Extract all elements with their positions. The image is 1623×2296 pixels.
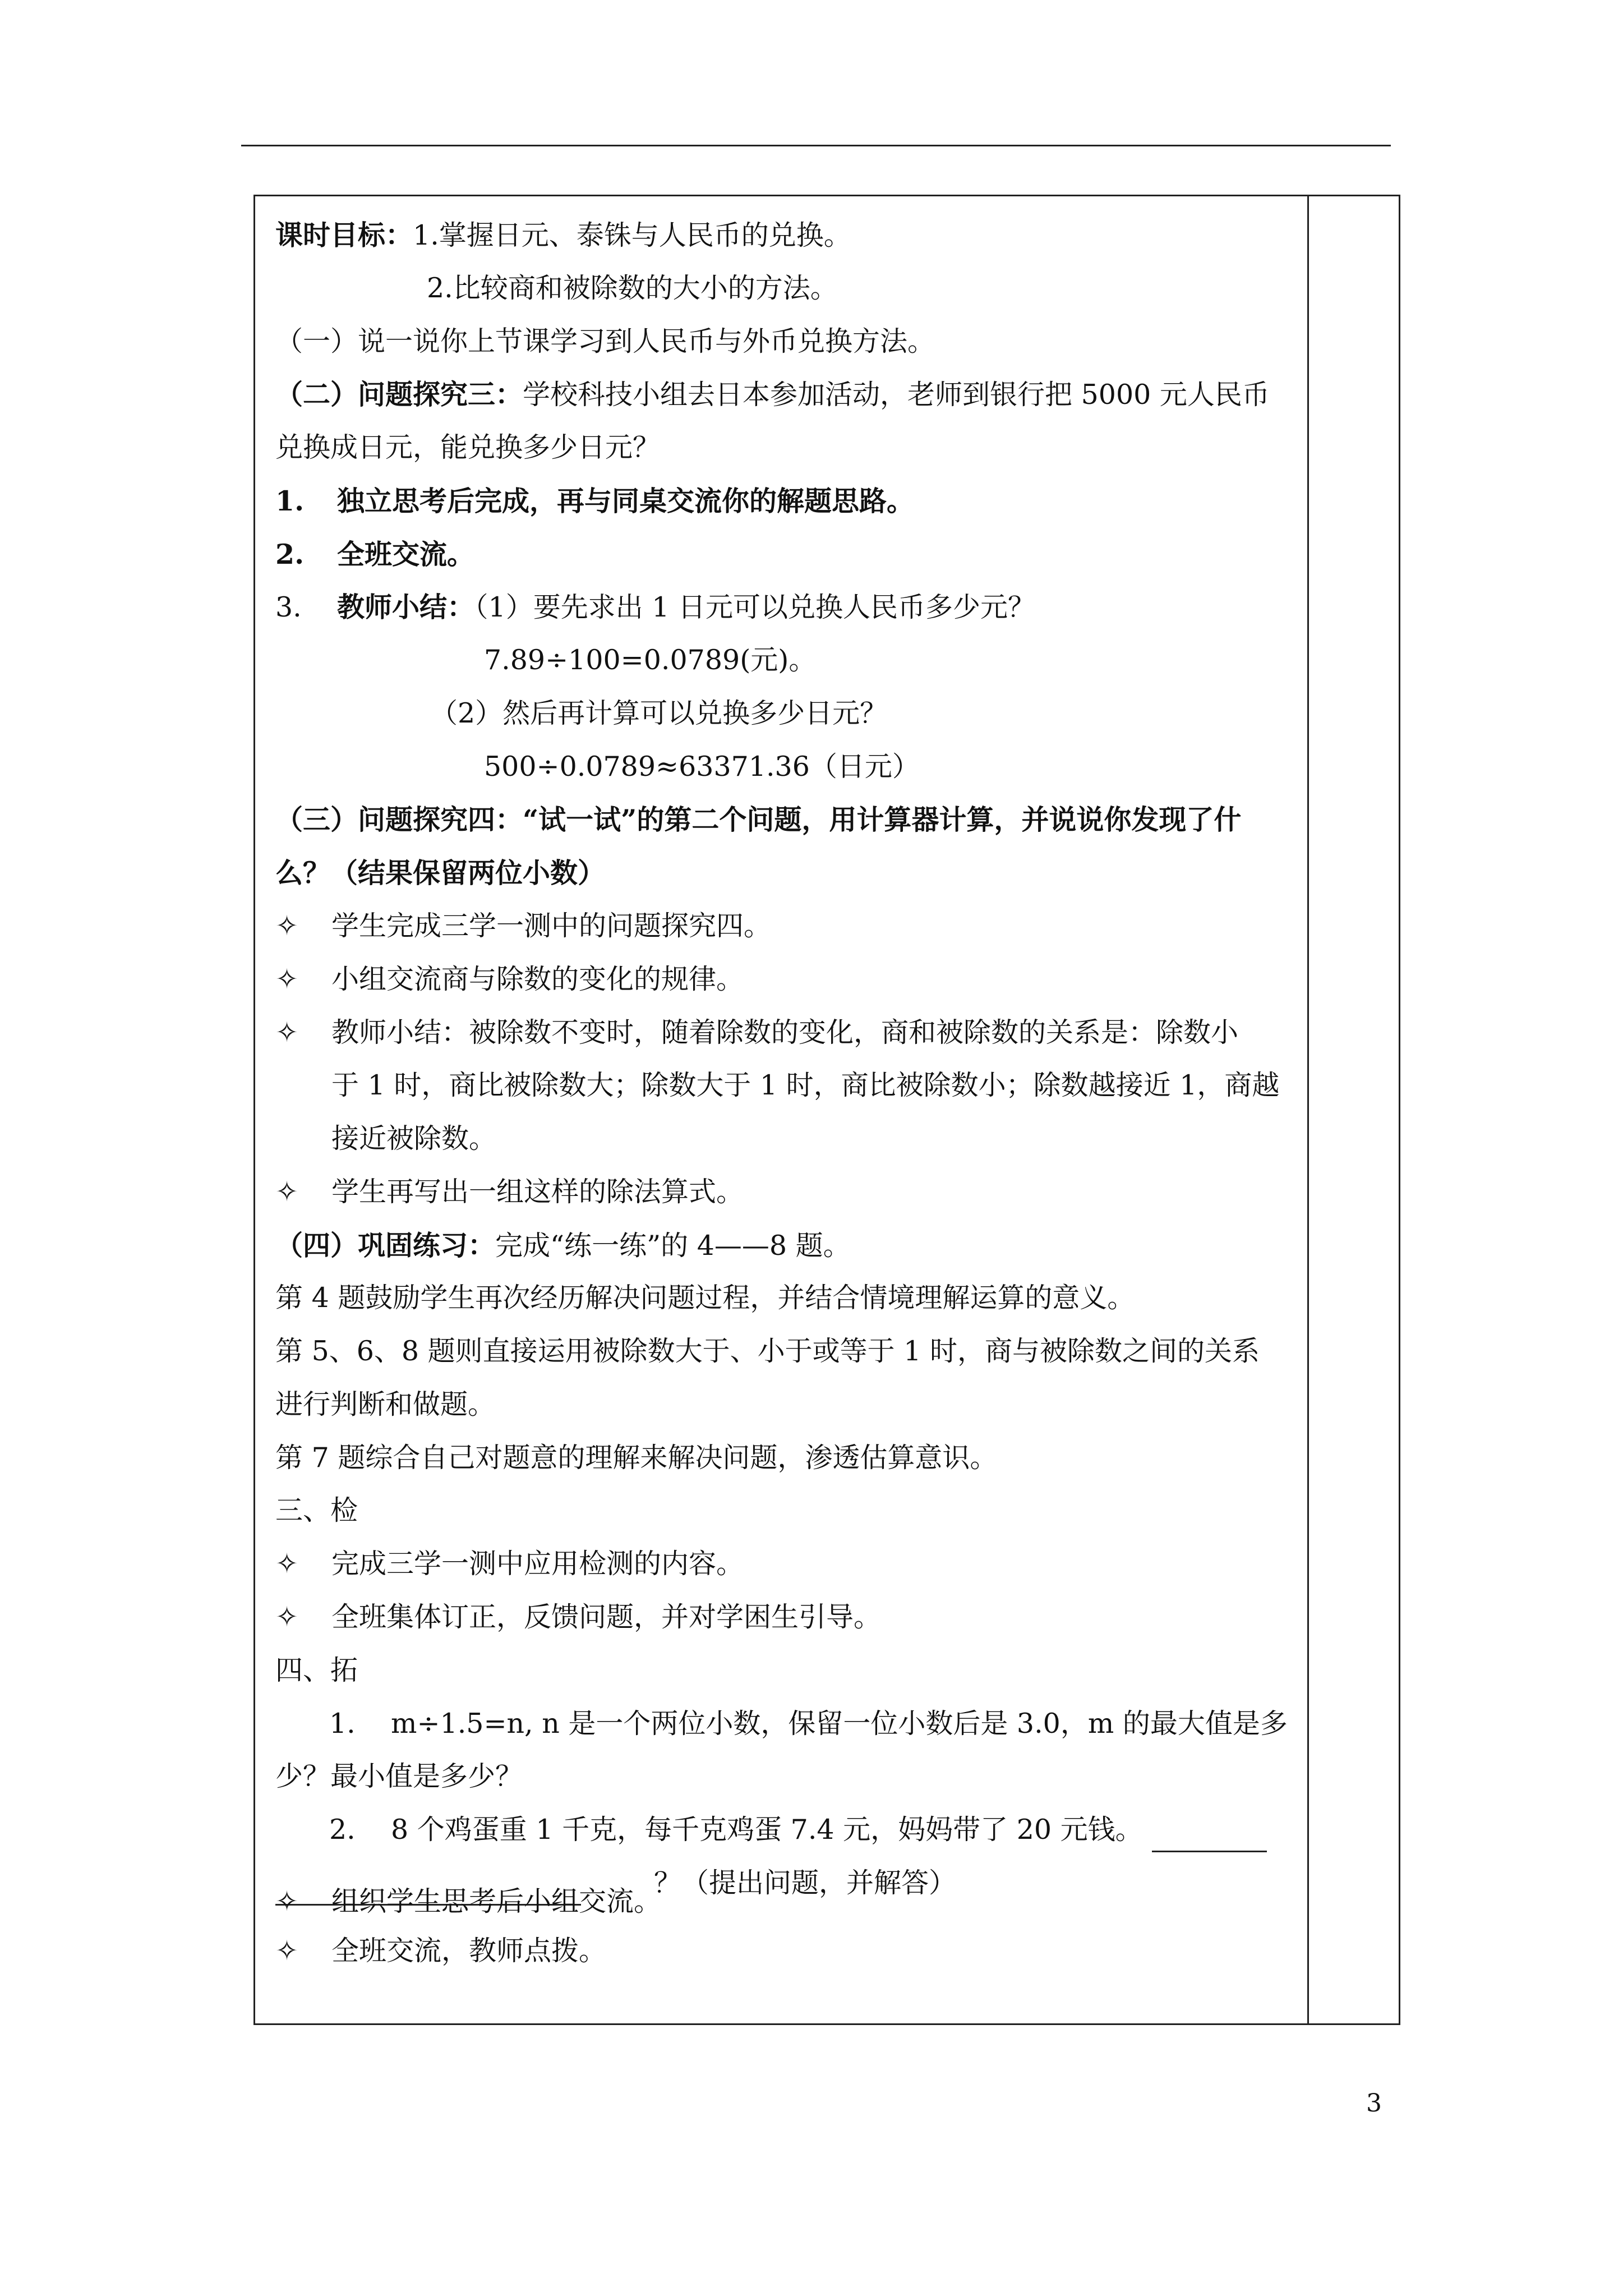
calc-1: 7.89÷100=0.0789(元)。: [484, 644, 817, 676]
section-4-label: （四）巩固练习：: [275, 1229, 496, 1262]
extend-item-1: [329, 1701, 1288, 1746]
section-2-text: 学校科技小组去日本参加活动，老师到银行把 5000 元人民币: [523, 379, 1270, 411]
step-2: [275, 532, 474, 577]
bullet-item-2-text: 小组交流商与除数的变化的规律。: [331, 963, 744, 995]
step-3: [275, 585, 1035, 629]
sparkle-bullet-icon: ✧: [275, 1885, 299, 1917]
section-1: （一）说一说你上节课学习到人民币与外币兑换方法。: [275, 325, 935, 357]
step-3-number: 3.: [275, 591, 302, 623]
extend-item-2: [329, 1807, 1267, 1852]
step-1: [275, 478, 914, 523]
bullet-item-1-text: 学生完成三学一测中的问题探究四。: [331, 910, 772, 942]
exercise-4-note: 第 4 题鼓励学生再次经历解决问题过程，并结合情境理解运算的意义。: [275, 1282, 1135, 1314]
step-2-number: 2.: [275, 538, 305, 570]
bullet-item-3-line-3: 接近被除数。: [331, 1122, 497, 1154]
extend-item-2-prompt: ？（提出问题，并解答）: [654, 1867, 957, 1899]
goal-2: 2.比较商和被除数的大小的方法。: [427, 272, 838, 304]
bullet-item-3-line-1: 教师小结：被除数不变时，随着除数的变化，商和被除数的关系是：除数小: [331, 1016, 1239, 1048]
bullet-item-3-line-2: 于 1 时，商比被除数大；除数大于 1 时，商比被除数小；除数越接近 1，商越: [331, 1069, 1280, 1101]
section-2-label: （二）问题探究三：: [275, 378, 523, 411]
goal-label: 课时目标：: [275, 219, 413, 251]
check-item-2-text: 全班集体订正，反馈问题，并对学困生引导。: [331, 1601, 882, 1633]
section-3-line-2: 么？（结果保留两位小数）: [275, 857, 606, 889]
section-3-line-1: （三）问题探究四：“试一试”的第二个问题，用计算器计算，并说说你发现了什: [275, 803, 1242, 836]
header-rule: [241, 145, 1391, 146]
bullet-item-3: [275, 1010, 1238, 1055]
exercise-7-note: 第 7 题综合自己对题意的理解来解决问题，渗透估算意识。: [275, 1442, 998, 1474]
step-2-text: 全班交流。: [337, 538, 475, 570]
final-item-1-text: 组织学生思考后小组交流。: [331, 1885, 662, 1917]
sparkle-bullet-icon: ✧: [275, 1601, 299, 1633]
sparkle-bullet-icon: ✧: [275, 1016, 299, 1048]
bullet-item-2: [275, 957, 744, 1002]
column-divider: [1307, 196, 1309, 2023]
final-item-1: [275, 1879, 661, 1924]
goal-line-1: [275, 213, 851, 257]
extend-item-2-line-1: 8 个鸡蛋重 1 千克，每千克鸡蛋 7.4 元，妈妈带了 20 元钱。: [391, 1814, 1143, 1846]
step-1-number: 1.: [275, 485, 305, 517]
step-1-text: 独立思考后完成，再与同桌交流你的解题思路。: [337, 485, 915, 517]
extend-item-2-number: 2.: [329, 1814, 356, 1846]
section-4-text: 完成“练一练”的 4——8 题。: [495, 1230, 851, 1262]
step-3-label: 教师小结：: [337, 591, 475, 623]
heading-extend: 四、拓: [275, 1654, 358, 1686]
sparkle-bullet-icon: ✧: [275, 910, 299, 942]
bullet-item-4: [275, 1170, 744, 1214]
lesson-table: [253, 195, 1400, 2025]
section-4: [275, 1223, 851, 1268]
answer-blank[interactable]: [1152, 1817, 1267, 1852]
bullet-item-1: [275, 904, 771, 949]
exercise-5-note-line-2: 进行判断和做题。: [275, 1388, 496, 1420]
bullet-item-4-text: 学生再写出一组这样的除法算式。: [331, 1176, 744, 1208]
check-item-1-text: 完成三学一测中应用检测的内容。: [331, 1548, 744, 1580]
heading-check: 三、检: [275, 1494, 358, 1526]
section-2-line-2: 兑换成日元，能兑换多少日元？: [275, 431, 661, 463]
goal-1: 1.掌握日元、泰铢与人民币的兑换。: [413, 219, 851, 251]
section-2-line-1: [275, 372, 1270, 417]
extend-item-1-line-1: m÷1.5=n, n 是一个两位小数，保留一位小数后是 3.0，m 的最大值是多: [391, 1708, 1288, 1740]
sparkle-bullet-icon: ✧: [275, 1548, 299, 1580]
extend-item-1-number: 1.: [329, 1708, 356, 1740]
check-item-1: [275, 1542, 744, 1586]
sparkle-bullet-icon: ✧: [275, 1176, 299, 1208]
extend-item-1-line-2: 少？最小值是多少？: [275, 1760, 523, 1792]
step-3-part-2: （2）然后再计算可以兑换多少日元？: [430, 697, 888, 729]
final-item-2: [275, 1929, 606, 1973]
step-3-text: （1）要先求出 1 日元可以兑换人民币多少元？: [474, 591, 1036, 623]
sparkle-bullet-icon: ✧: [275, 963, 299, 995]
sparkle-bullet-icon: ✧: [275, 1935, 299, 1967]
exercise-5-note-line-1: 第 5、6、8 题则直接运用被除数大于、小于或等于 1 时，商与被除数之间的关系: [275, 1335, 1260, 1367]
page-number: 3: [1366, 2089, 1382, 2118]
calc-2: 500÷0.0789≈63371.36（日元）: [484, 751, 920, 783]
check-item-2: [275, 1595, 881, 1640]
final-item-2-text: 全班交流，教师点拨。: [331, 1935, 607, 1967]
